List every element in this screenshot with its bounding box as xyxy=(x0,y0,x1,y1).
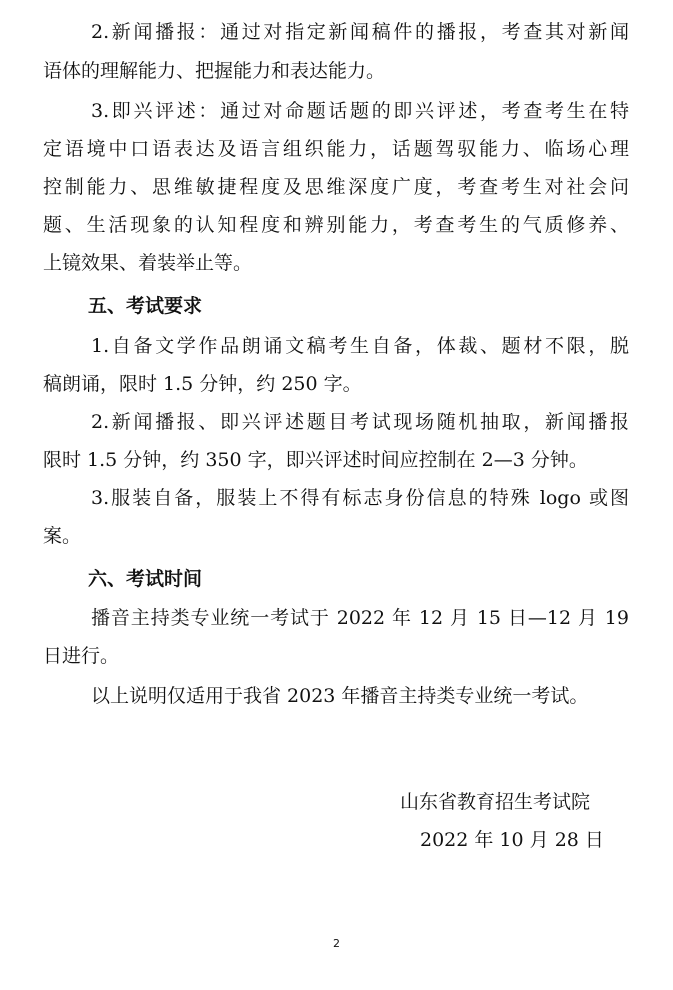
exam-time-line-2: 日进行。 xyxy=(43,645,120,667)
exam-time-line-1: 播音主持类专业统一考试于 2022 年 12 月 15 日—12 月 19 xyxy=(91,607,629,629)
paragraph-commentary-line-2: 定语境中口语表达及语言组织能力，话题驾驭能力、临场心理 xyxy=(43,138,629,160)
issue-date: 2022 年 10 月 28 日 xyxy=(420,829,604,851)
paragraph-commentary-line-5: 上镜效果、着装举止等。 xyxy=(43,252,253,274)
requirement-1-line-2: 稿朗诵，限时 1.5 分钟，约 250 字。 xyxy=(43,373,362,395)
requirement-3-line-1: 3.服装自备，服装上不得有标志身份信息的特殊 logo 或图 xyxy=(91,487,629,509)
paragraph-commentary-line-4: 题、生活现象的认知程度和辨别能力，考查考生的气质修养、 xyxy=(43,214,629,236)
applicability-note: 以上说明仅适用于我省 2023 年播音主持类专业统一考试。 xyxy=(91,685,589,707)
section-heading-exam-time: 六、考试时间 xyxy=(88,568,203,590)
requirement-2-line-1: 2.新闻播报、即兴评述题目考试现场随机抽取，新闻播报 xyxy=(91,411,629,433)
requirement-1-line-1: 1.自备文学作品朗诵文稿考生自备，体裁、题材不限，脱 xyxy=(91,335,629,357)
paragraph-commentary-line-1: 3.即兴评述：通过对命题话题的即兴评述，考查考生在特 xyxy=(91,100,629,122)
requirement-3-line-2: 案。 xyxy=(43,525,82,547)
page-number: 2 xyxy=(333,937,340,950)
paragraph-news-line-1: 2.新闻播报：通过对指定新闻稿件的播报，考查其对新闻 xyxy=(91,21,629,43)
issuing-organization: 山东省教育招生考试院 xyxy=(400,791,591,813)
paragraph-commentary-line-3: 控制能力、思维敏捷程度及思维深度广度，考查考生对社会问 xyxy=(43,176,629,198)
requirement-2-line-2: 限时 1.5 分钟，约 350 字，即兴评述时间应控制在 2—3 分钟。 xyxy=(43,449,588,471)
section-heading-requirements: 五、考试要求 xyxy=(88,295,203,317)
paragraph-news-line-2: 语体的理解能力、把握能力和表达能力。 xyxy=(43,60,386,82)
